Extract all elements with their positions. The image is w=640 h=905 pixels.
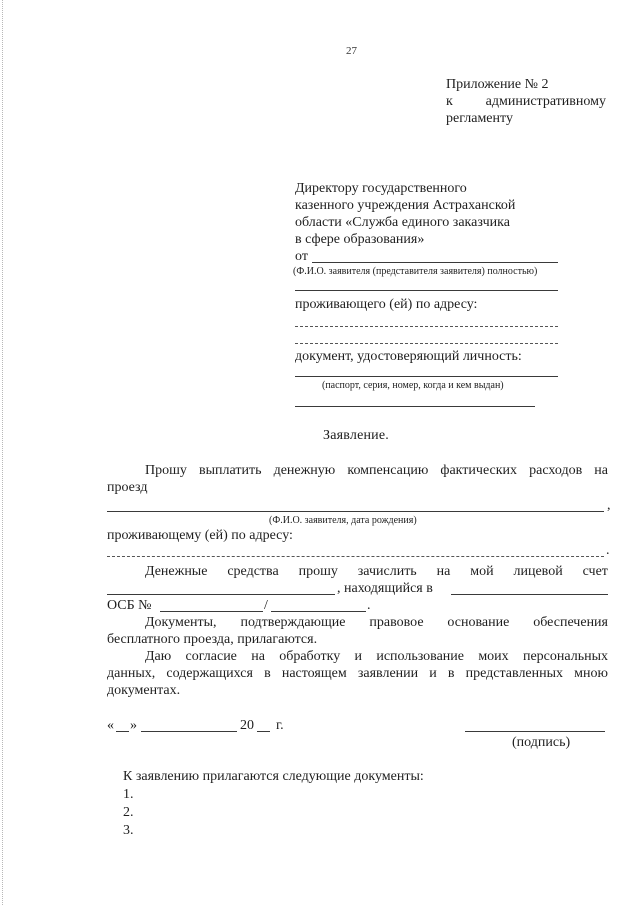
from-extra-field[interactable] xyxy=(295,290,558,291)
id-doc-label: документ, удостоверяющий личность: xyxy=(295,349,522,364)
from-caption: (Ф.И.О. заявителя (представителя заявителя) полностью) xyxy=(293,266,538,277)
residing-line: проживающему (ей) по адресу: xyxy=(107,528,293,543)
applicant-caption: (Ф.И.О. заявителя, дата рождения) xyxy=(269,515,417,526)
funds-word-2: средства xyxy=(227,564,279,579)
consent-line-3: документах. xyxy=(107,683,181,698)
request-comma: , xyxy=(607,498,611,513)
funds-line xyxy=(145,563,608,580)
funds-word-5: на xyxy=(436,564,451,579)
attachments-heading: К заявлению прилагаются следующие документы: xyxy=(123,769,424,784)
signature-field[interactable] xyxy=(465,731,605,732)
addressee-line-1: Директору государственного xyxy=(295,181,467,196)
page-number: 27 xyxy=(346,45,357,57)
residing-period: . xyxy=(606,543,610,558)
year-field[interactable] xyxy=(257,731,270,732)
docs-line-2: бесплатного проезда, прилагаются. xyxy=(107,632,318,647)
attachment-item-2: 2. xyxy=(123,805,134,820)
year-prefix: 20 xyxy=(240,718,254,733)
osb-label: ОСБ № xyxy=(107,598,152,613)
osb-period: . xyxy=(367,598,371,613)
located-in-label: , находящийся в xyxy=(337,581,433,596)
date-open-quote: « xyxy=(107,718,114,733)
id-doc-field[interactable] xyxy=(295,376,558,377)
osb-number-field-1[interactable] xyxy=(160,611,263,612)
from-label: от xyxy=(295,249,308,264)
funds-word-7: лицевой xyxy=(513,564,563,579)
from-name-field[interactable] xyxy=(312,262,558,263)
consent-line-2: данных, содержащихся в настоящем заявлении и в представленных мною xyxy=(107,666,608,681)
funds-word-3: прошу xyxy=(298,564,338,579)
annex-administrative: административному xyxy=(485,94,606,109)
attachment-item-3: 3. xyxy=(123,823,134,838)
attachment-item-1: 1. xyxy=(123,787,134,802)
signature-caption: (подпись) xyxy=(512,735,571,750)
funds-word-1: Денежные xyxy=(145,564,208,579)
year-suffix: г. xyxy=(276,718,284,733)
addressee-line-4: в сфере образования» xyxy=(295,232,425,247)
funds-word-4: зачислить xyxy=(357,564,417,579)
day-field[interactable] xyxy=(116,731,129,732)
annex-line-3: регламенту xyxy=(446,111,513,126)
account-number-field[interactable] xyxy=(107,594,335,595)
consent-line-1: Даю согласие на обработку и использование моих персональных xyxy=(145,649,608,664)
osb-number-field-2[interactable] xyxy=(271,611,366,612)
annex-line-1: Приложение № 2 xyxy=(446,77,549,92)
annex-line-2 xyxy=(446,93,606,110)
date-close-quote: » xyxy=(130,718,137,733)
applicant-name-field[interactable] xyxy=(107,511,604,512)
annex-to: к xyxy=(446,94,453,109)
request-line-2: проезд xyxy=(107,480,148,495)
scan-edge xyxy=(2,0,3,905)
addressee-line-2: казенного учреждения Астраханской xyxy=(295,198,516,213)
residing-label: проживающего (ей) по адресу: xyxy=(295,297,478,312)
document-title: Заявление. xyxy=(323,428,389,443)
funds-word-6: мой xyxy=(470,564,494,579)
residing-address-field-2[interactable] xyxy=(295,343,558,344)
id-doc-caption: (паспорт, серия, номер, когда и кем выдан) xyxy=(322,380,504,391)
month-field[interactable] xyxy=(141,731,237,732)
funds-word-8: счет xyxy=(582,564,608,579)
addressee-line-3: области «Служба единого заказчика xyxy=(295,215,510,230)
request-line-1: Прошу выплатить денежную компенсацию фактических расходов на xyxy=(145,463,608,478)
bank-name-field[interactable] xyxy=(451,594,608,595)
applicant-address-field[interactable] xyxy=(107,556,604,557)
residing-address-field-1[interactable] xyxy=(295,326,558,327)
docs-line-1: Документы, подтверждающие правовое основание обеспечения xyxy=(145,615,608,630)
id-doc-extra-field[interactable] xyxy=(295,406,535,407)
osb-separator: / xyxy=(264,598,268,613)
